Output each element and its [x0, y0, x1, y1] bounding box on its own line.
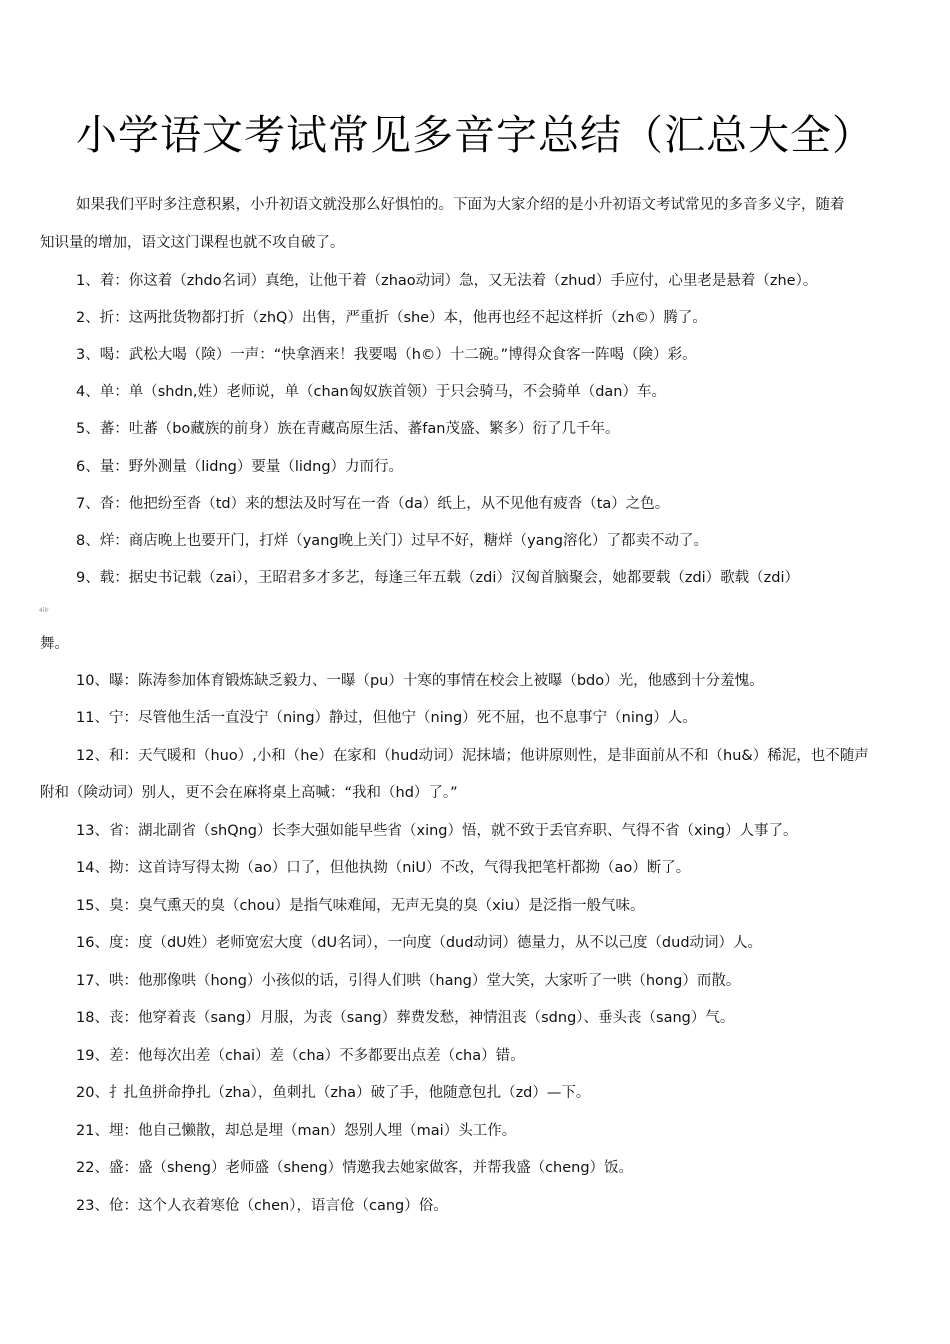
entry-10: 10、曝：陈涛参加体育锻炼缺乏毅力、一曝（pu）十寒的事情在校会上被曝（bdo）光，他感到十分羞愧。: [76, 673, 764, 689]
entry-6: 6、量：野外测量（lidng）要量（lidng）力而行。: [76, 459, 404, 475]
entry-17: 17、哄：他那像哄（hong）小孩似的话，引得人们哄（hang）堂大笑，大家听了一哄（hong）而散。: [76, 973, 741, 989]
entry-4: 4、单：单（shdn,姓）老师说，单（chan匈奴族首领）于只会骑马，不会骑单（dan）车。: [76, 384, 666, 400]
entry-16: 16、度：度（dU姓）老师宽宏大度（dU名词），一向度（dud动词）德量力，从不以己度（dud动词）人。: [76, 935, 763, 951]
intro-line-2: 知识量的增加，语文这门课程也就不攻自破了。: [40, 235, 345, 251]
entry-14: 14、拗：这首诗写得太拗（ao）口了，但他执拗（niU）不改，气得我把笔杆都拗（ao）断了。: [76, 860, 691, 876]
entry-19: 19、差：他每次出差（chai）差（cha）不多都要出点差（cha）错。: [76, 1048, 525, 1064]
entry-13: 13、省：湖北副省（shQng）长李大强如能早些省（xing）悟，就不致于丢官弃职、气得不省（xing）人事了。: [76, 823, 798, 839]
entry-12: 12、和：天气暖和（huo）,小和（he）在家和（hud动词）泥抹墙；他讲原则性，是非面前从不和（hu&）稀泥，也不随声: [76, 748, 869, 764]
entry-7: 7、沓：他把纷至沓（td）来的想法及时写在一沓（da）纸上，从不见他有疲沓（ta）之色。: [76, 496, 670, 512]
entry-21: 21、埋：他自己懒散，却总是埋（man）怨别人埋（mai）头工作。: [76, 1123, 517, 1139]
entry-2: 2、折：这两批货物都打折（zhQ）出售，严重折（she）本，他再也经不起这样折（zh©）腾了。: [76, 310, 707, 326]
entry-9-continuation: 舞。: [40, 636, 69, 652]
entry-18: 18、丧：他穿着丧（sang）月服，为丧（sang）葬费发愁，神情沮丧（sdng）、垂头丧（sang）气。: [76, 1010, 735, 1026]
entry-11: 11、宁：尽管他生活一直没宁（ning）静过，但他宁（ning）死不屈，也不息事宁（ning）人。: [76, 710, 697, 726]
entry-3: 3、喝：武松大喝（険）一声：“快拿酒来！我要喝（h©）十二碗。”博得众食客一阵喝（険）彩。: [76, 347, 697, 363]
intro-line-1: 如果我们平时多注意积累，小升初语文就没那么好惧怕的。下面为大家介绍的是小升初语文考试常见的多音多义字，随着: [76, 197, 845, 213]
document-title: 小学语文考试常见多音字总结（汇总大全）: [76, 111, 874, 159]
entry-5: 5、蕃：吐蕃（bo藏族的前身）族在青藏高原生活、蕃fan茂盛、繁多）衍了几千年。: [76, 421, 620, 437]
margin-note: 4ilr: [39, 607, 49, 614]
entry-20: 20、扌扎鱼拼命挣扎（zha），鱼刺扎（zha）破了手，他随意包扎（zd）—下。: [76, 1085, 591, 1101]
entry-15: 15、臭：臭气熏天的臭（chou）是指气味难闻，无声无臭的臭（xiu）是泛指一般气味。: [76, 898, 645, 914]
entry-9: 9、载：据史书记载（zai），王昭君多才多艺，每逢三年五载（zdi）汉匈首脑聚会，她都要载（zdi）歌载（zdi）: [76, 570, 800, 586]
entry-22: 22、盛：盛（sheng）老师盛（sheng）情邀我去她家做客，并帮我盛（cheng）饭。: [76, 1160, 634, 1176]
entry-23: 23、伧：这个人衣着寒伧（chen），语言伧（cang）俗。: [76, 1198, 448, 1214]
entry-1: 1、着：你这着（zhdo名词）真绝，让他干着（zhao动词）急，又无法着（zhud）手应付，心里老是悬着（zhe）。: [76, 273, 818, 289]
entry-12-continuation: 附和（険动词）别人，更不会在麻将桌上高喊：“我和（hd）了。”: [40, 785, 458, 801]
entry-8: 8、烊：商店晚上也要开门，打烊（yang晚上关门）过早不好，糖烊（yang溶化）了都卖不动了。: [76, 533, 708, 549]
